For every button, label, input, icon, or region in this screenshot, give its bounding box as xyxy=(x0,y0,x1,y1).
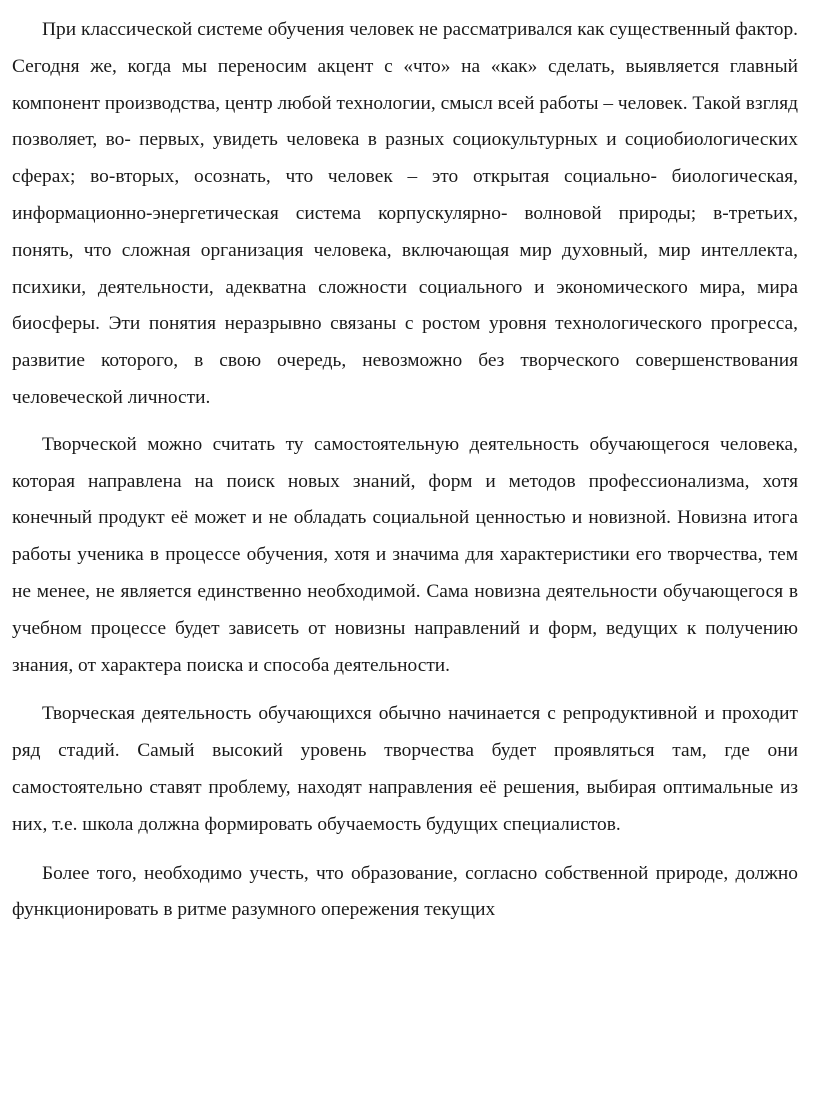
paragraph-4: Более того, необходимо учесть, что образование, согласно собственной природе, должно функционировать в ритме разумного опережения текущих xyxy=(12,862,798,921)
paragraph-2: Творческой можно считать ту самостоятельную деятельность обучающегося человека, которая направлена на поиск новых знаний, форм и методов профессионализма, хотя конечный продукт её может и не обладать социальной ценностью и новизной. Новизна итога работы ученика в процессе обучения, хотя и значима для характеристики его творчества, тем не менее, не является единственно необходимой. Сама новизна деятельности обучающегося в учебном процессе будет зависеть от новизны направлений и форм, ведущих к получению знания, от характера поиска и способа деятельности. xyxy=(12,433,798,676)
paragraph-1: При классической системе обучения человек не рассматривался как существенный фактор. Сегодня же, когда мы переносим акцент с «что» на «как» сделать, выявляется главный компонент производства, центр любой технологии, смысл всей работы – человек. Такой взгляд позволяет, во- первых, увидеть человека в разных социокультурных и социобиологических сферах; во-вторых, осознать, что человек – это открытая социально- биологическая, информационно-энергетическая система корпускулярно- волновой природы; в-третьих, понять, что сложная организация человека, включающая мир духовный, мир интеллекта, психики, деятельности, адекватна сложности социального и экономического мира, мира биосферы. Эти понятия неразрывно связаны с ростом уровня технологического прогресса, развитие которого, в свою очередь, невозможно без творческого совершенствования человеческой личности. xyxy=(12,19,798,408)
paragraph-3: Творческая деятельность обучающихся обычно начинается с репродуктивной и проходит ряд стадий. Самый высокий уровень творчества будет проявляться там, где они самостоятельно ставят проблему, находят направления её решения, выбирая оптимальные из них, т.е. школа должна формировать обучаемость будущих специалистов. xyxy=(12,703,798,835)
document-page xyxy=(12,12,798,929)
